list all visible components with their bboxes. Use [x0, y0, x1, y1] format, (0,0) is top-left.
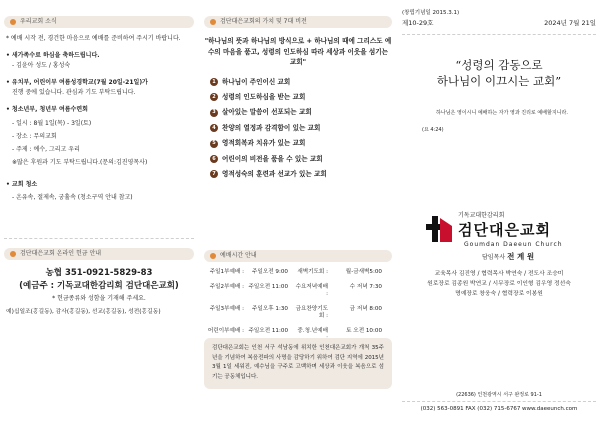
- annual-theme: “성령의 감동으로 하나님이 이끄시는 교회”: [436, 58, 562, 88]
- divider: [402, 401, 596, 402]
- divider: [4, 238, 194, 239]
- number-badge: 7: [210, 170, 218, 178]
- section-dot-icon: [10, 251, 16, 257]
- section-dot-icon: [210, 253, 216, 259]
- number-badge: 5: [210, 140, 218, 148]
- giving-example: 예)십일조(홍길동), 감사(홍길동), 선교(홍길동), 성전(홍길동): [6, 309, 161, 316]
- giving-note: * 헌금종류와 성함을 기재해 주세요.: [52, 294, 146, 302]
- news-retreat-date: - 일시 : 8월 1일(목) - 3일(토): [12, 119, 92, 127]
- number-badge: 6: [210, 155, 218, 163]
- issue-date: 2024년 7월 21일: [544, 19, 596, 28]
- church-name: 검단대은교회: [458, 221, 551, 239]
- church-news-section: [4, 16, 194, 202]
- vision-item: 1 하나님이 주인이신 교회: [210, 78, 392, 87]
- worship-row: 주일1부예배 : 주일오전 9:00 새벽기도회 : 월-금새벽5:00: [209, 269, 382, 275]
- news-camp-line: 진행 중에 있습니다. 관심과 기도 부탁드립니다.: [12, 89, 136, 97]
- vision-quote: "하나님의 뜻과 하나님의 방식으로 + 하나님의 때에 그리스도 예수의 마음을 품고, 성령의 인도하심 따라 세상과 이웃을 섬기는 교회": [204, 37, 392, 67]
- vision-item: 4 찬양의 열정과 감격함이 있는 교회: [210, 124, 392, 133]
- number-badge: 1: [210, 78, 218, 86]
- founding-date: (창립기념일 2015.3.1): [402, 10, 460, 16]
- online-giving-header: 검단대은교회 온라인 헌금 안내: [4, 248, 194, 260]
- news-retreat-place: - 장소 : 무의교회: [12, 132, 57, 140]
- church-emblem-icon: [426, 214, 454, 244]
- divider: [402, 34, 596, 35]
- senior-pastor: 담임목사 전 계 원: [482, 252, 535, 261]
- denomination: 기독교대한감리회: [458, 212, 505, 219]
- vision-header: 검단대은교회의 가치 및 7대 비전: [204, 16, 392, 28]
- left-column: [4, 0, 194, 424]
- news-cleaning-line: - 온유속, 절제속, 궁휼속 (청소구역 안내 참고): [12, 194, 133, 202]
- number-badge: 2: [210, 93, 218, 101]
- vision-item: 6 어린이의 비전을 품을 수 있는 교회: [210, 155, 392, 164]
- vision-item: 7 영적성숙의 훈련과 선교가 있는 교회: [210, 170, 392, 179]
- vision-list: [204, 78, 392, 179]
- news-camp-title: • 유치부, 어린이부 여름성경학교(7월 20일-21일)가: [6, 79, 148, 87]
- news-retreat-title: • 청소년부, 청년부 여름수련회: [6, 106, 88, 114]
- number-badge: 4: [210, 124, 218, 132]
- account-holder: (예금주 : 기독교대한감리회 검단대은교회): [19, 281, 179, 292]
- right-column: [402, 0, 596, 424]
- vision-item: 5 영적회복과 치유가 있는 교회: [210, 139, 392, 148]
- scripture-verse: 하나님은 영이시니 예배하는 자가 영과 진리로 예배할지니라.: [436, 110, 568, 116]
- news-retreat-theme: - 주제 : 예수, 그리고 우리: [12, 145, 80, 153]
- middle-column: [204, 0, 392, 424]
- scripture-reference: (요 4:24): [422, 127, 444, 133]
- news-newcomer-line: - 김윤아 성도 / 홍성숙: [12, 62, 71, 70]
- news-cleaning-title: • 교회 청소: [6, 180, 38, 188]
- church-news-header: 우리교회 소식: [4, 16, 194, 28]
- online-giving-section: [4, 248, 194, 317]
- church-name-en: Goumdan Daeeun Church: [464, 241, 563, 248]
- vision-item: 2 성령의 인도하심을 받는 교회: [210, 93, 392, 102]
- news-newcomer-title: • 새가족수료 하심을 축하드립니다.: [6, 52, 100, 60]
- news-retreat-note: ※많은 후원과 기도 부탁드립니다.(문의:김진영목사): [12, 158, 148, 166]
- vision-section: [204, 16, 392, 185]
- news-intro: * 예배 시작 전, 경건한 마음으로 예배를 준비하여 주시기 바랍니다.: [6, 35, 181, 42]
- vision-item: 3 살아있는 말씀이 선포되는 교회: [210, 108, 392, 117]
- issue-number: 제10-29호: [402, 19, 434, 28]
- contact-line: (032) 563-0891 FAX (032) 715-6767 www.daeeunch.com: [420, 406, 578, 412]
- church-address: (22636) 인천광역시 서구 완정로 91-1: [456, 392, 542, 398]
- worship-row: 어린이부예배 : 주일오전 11:00 중.청.년예배 토 오전 10:00: [207, 327, 382, 334]
- bank-account: 농협 351-0921-5829-83: [45, 268, 153, 278]
- number-badge: 3: [210, 109, 218, 117]
- section-dot-icon: [10, 19, 16, 25]
- masthead: [402, 10, 596, 28]
- worship-row: 주일3부예배 : 주일오후 1:30 금요찬양기도회 : 금 저녁 8:00: [209, 305, 382, 320]
- worship-times-header: 예배시간 안내: [204, 250, 392, 262]
- section-dot-icon: [210, 19, 216, 25]
- staff-list: 교육목사 김진영 / 협력목사 박연숙 / 전도사 조승미 원로장로 김종원 박연교 / 시무장로 이인형 김우영 정선숙 명예장로 창웅숙 / 협력장로 이봉원: [427, 271, 571, 297]
- worship-row: 주일2부예배 : 주일오전 11:00 수요저녁예배 : 수 저녁 7:30: [209, 283, 382, 298]
- church-intro: 검단대은교회는 인천 서구 석남동에 위치한 인천대은교회가 개척 35주년을 기념하여 복음전파의 사명을 감당하기 위하여 검단 지역에 2015년 3월 1일 세워진, 예수님을 구주로 고백하며 세상과 이웃을 복음으로 섬기는 공동체입니다.: [204, 338, 392, 389]
